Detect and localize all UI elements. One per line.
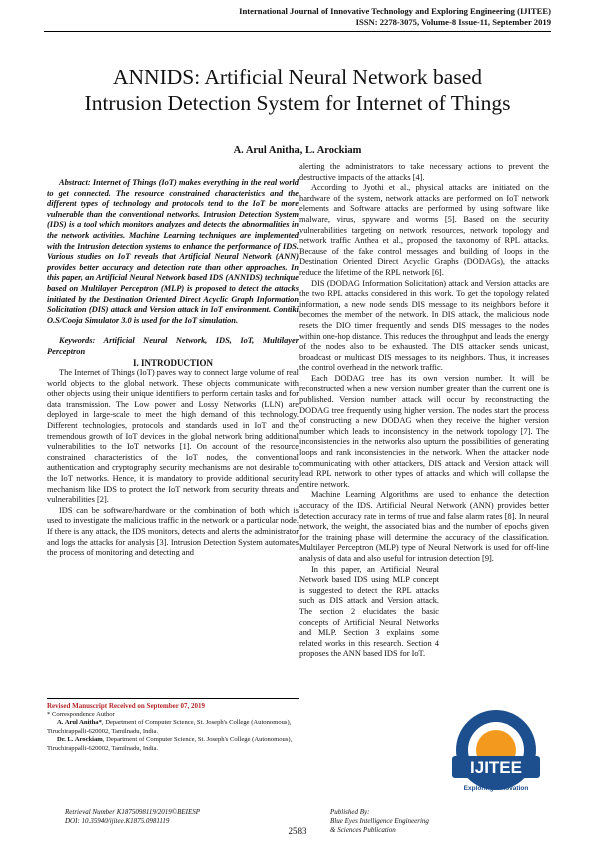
right-column — [299, 162, 549, 660]
keywords — [47, 336, 299, 357]
right-paragraph: Machine Learning Algorithms are used to enhance the detection accuracy of the IDS. Artificial Neural Network (ANN) provides better detection accuracy rate in terms of true and false alarm rates [8]. In neural network, the weight, the associated bias and the number of epochs given for the training phase will determine the accuracy of the classification. Multilayer Perceptron (MLP) type of Neural Network is used for off-line analysis of data and also useful for intrusion detection [9]. — [299, 490, 549, 563]
correspondence-note: * Correspondence Author — [47, 710, 115, 718]
keywords-label: Keywords: — [59, 336, 96, 346]
abstract — [47, 178, 299, 326]
header-rule — [44, 31, 551, 32]
right-paragraph: According to Jyothi et al., physical attacks are initiated on the hardware of the system, network attacks are performed on IoT network elements and Software attacks are performed by using software like malware, virus, spyware and worms [5]. Based on the security vulnerabilities targeting on network resources, network topology and network traffic Anthea et al., proposed the taxonomy of RPL attacks. Because of the fake control messages and building of loops in the Destination Oriented Direct Acyclic Graphs (DODAGs), the attacks reduce the lifetime of the RPL network [6]. — [299, 183, 549, 277]
section-heading-introduction: I. INTRODUCTION — [132, 357, 213, 368]
keywords-text: Artificial Neural Network, IDS, IoT, Multilayer Perceptron — [47, 336, 299, 356]
publisher-line-1: Blue Eyes Intelligence Engineering — [330, 816, 429, 825]
footer-left — [65, 808, 200, 826]
journal-issn: ISSN: 2278-3075, Volume-8 Issue-11, September 2019 — [355, 17, 551, 27]
doi: DOI: 10.35940/ijitee.K1875.0981119 — [65, 816, 170, 825]
left-paragraph: IDS can be software/hardware or the combination of both which is used to investigate the malicious traffic in the network or a particular node. If there is any attack, the IDS monitors, detects and alerts the administrator and logs the attacks for analysis [3]. Intrusion Detection System automates the process of monitoring and detecting and — [47, 505, 299, 558]
paper-authors: A. Arul Anitha, L. Arockiam — [233, 145, 362, 156]
author-note-1: A. Arul Anitha*, Department of Computer Science, St. Joseph's College (Autonomous), Tiruchirappalli-620002, Tamilnadu, India. — [47, 719, 292, 735]
right-paragraph: alerting the administrators to take necessary actions to prevent the destructive impacts of the attacks [4]. — [299, 162, 549, 182]
journal-name: International Journal of Innovative Technology and Exploring Engineering (IJITEE) — [239, 6, 551, 16]
abstract-label: Abstract — [59, 178, 88, 187]
author-note-2: Dr. L. Arockiam, Department of Computer Science, St. Joseph's College (Autonomous), Tiruchirappalli-620002, Tamilnadu, India. — [47, 736, 293, 752]
retrieval-number: Retrieval Number K1875098119/2019©BEIESP — [65, 808, 201, 816]
footnote-rule — [47, 698, 299, 699]
right-paragraph: Each DODAG tree has its own version number. It will be reconstructed when a new version number greater than the current one is published. Version number attack will occur by reconstructing the DODAG tree frequently using higher version. The nodes start the process of constructing a new DODAG when they receive the higher version number which leads to inconsistency in the network topology [7]. The inconsistencies in the networks also upturn the possibilities of generating loops and rank inconsistencies in the network. When the attacker node communicating with other attackers, DIS attack and Version attack will lead RPL network to other types of attacks and which will collapse the entire network. — [299, 373, 549, 489]
title-line-2: Intrusion Detection System for Internet of Things — [84, 91, 511, 115]
abstract-text: : Internet of Things (IoT) makes everything in the real world to get connected. The resource constrained characteristics and the different types of technology and protocols tend to the IoT be more vulnerable than the conventional networks. Intrusion Detection System (IDS) is a tool which monitors analyzes and detects the abnormalities in the network activities. Machine Learning techniques are implemented with the Intrusion detection systems to enhance the performance of IDS. Various studies on IoT reveals that Artificial Neural Network (ANN) provides better accuracy and detection rate than other approaches. In this paper, an Artificial Neural Network based IDS (ANNIDS) technique based on Multilayer Perceptron (MLP) is proposed to detect the attacks initiated by the Destination Oriented Direct Acyclic Graph Information Solicitation (DIS) attack and Version attack in IoT environment. Contiki O.S/Cooja Simulator 3.0 is used for the IoT simulation. — [47, 178, 299, 325]
page-number: 2583 — [288, 826, 307, 836]
revised-note: Revised Manuscript Received on September 07, 2019 — [47, 702, 205, 710]
published-by: Published By: — [330, 808, 370, 816]
left-paragraph: The Internet of Things (IoT) paves way to connect large volume of real world objects to the global network. These objects communicate with other objects using their unique identifiers to perform certain tasks and for data transmission. The Low power and Lossy Networks (LLN) are deployed in large-scale to meet the high demand of this technology. Different technologies, protocols and standards used in IoT and the tremendous growth of IoT devices in the global network bring additional vulnerabilities to the IoT networks [1]. On account of the resource constrained characteristics of the IoT nodes, the conventional authentication and cryptography security mechanisms are not desirable to the IoT networks. Hence, it is mandatory to provide additional security mechanism like IDS to protect the IoT network from security threats and vulnerabilities [2]. — [47, 368, 299, 505]
title-line-1: ANNIDS: Artificial Neural Network based — [113, 65, 482, 89]
logo-name: IJITEE — [470, 758, 522, 777]
logo-ring-text: Exploring Innovation — [463, 785, 529, 792]
author-notes — [47, 702, 299, 754]
journal-header — [239, 6, 551, 28]
right-paragraph: In this paper, an Artificial Neural Network based IDS using MLP concept is suggested to detect the RPL attacks such as DIS attack and Version attack. The section 2 elucidates the basic concepts of Artificial Neural Networks and MLP. Section 3 explains some related works in this research. Section 4 proposes the ANN based IDS for IoT. — [299, 564, 439, 659]
paper-title — [40, 64, 555, 116]
left-column — [47, 178, 299, 559]
right-paragraph: DIS (DODAG Information Solicitation) attack and Version attacks are the two RPL attacks considered in this work. To get the topology related information, a new node sends DIS message to its neighbors before it becomes the member of the network. In DIS attack, the malicious node resets the DIO timer frequently and sends DIS messages to the nodes within one-hop distance. This reduces the throughput and leads the energy of the nodes also to be exhausted. The DIS attacker sends unicast, broadcast or multicast DIS messages to its neighbors. Thus, it increases the control overhead in the network traffic. — [299, 278, 549, 373]
ijitee-logo — [444, 704, 548, 808]
publisher-line-2: & Sciences Publication — [330, 825, 396, 834]
